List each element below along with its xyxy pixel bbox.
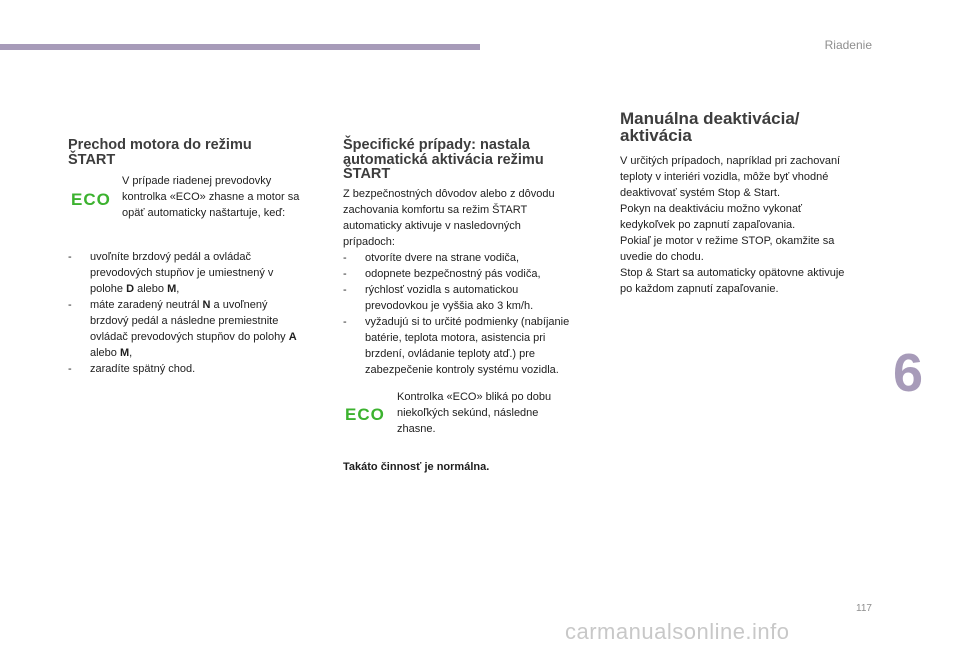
eco-intro: V prípade riadenej prevodovky kontrolka «ECO» zhasne a motor sa opäť automaticky naštartuje, keď:: [122, 175, 300, 219]
eco-blink-text: Kontrolka «ECO» bliká po dobu niekoľkých sekúnd, následne zhasne.: [397, 391, 552, 435]
section-label: Riadenie: [824, 38, 872, 52]
section-title: Prechod motora do režimu ŠTART: [68, 137, 252, 168]
list-item: - máte zaradený neutrál N a uvoľnený brzdový pedál a následne premiestnite ovládač prevodových stupňov do polohy A alebo M,: [68, 299, 297, 359]
list-item: - odopnete bezpečnostný pás vodiča,: [343, 268, 541, 280]
header-accent-bar: [0, 44, 480, 50]
chapter-number: 6: [893, 343, 924, 403]
list-item: - rýchlosť vozidla s automatickou prevodovkou je vyššia ako 3 km/h.: [343, 284, 534, 312]
list-item: - vyžadujú si to určité podmienky (nabíjanie batérie, teplota motora, asistencia pri brzdení, ovládanie teploty atď.) pre zabezpečenie kontroly systému vozidla.: [343, 316, 570, 376]
section-title: Špecifické prípady: nastala automatická aktivácia režimu ŠTART: [343, 137, 544, 182]
manual-paragraph: V určitých prípadoch, napríklad pri zachovaní teploty v interiéri vozidla, môže byť vhodné deaktivovať systém Stop & Start. Pokyn na deaktiváciu možno vykonať kedykoľvek po zapnutí zapaľovania. Pokiaľ je motor v režime STOP, okamžite sa uvedie do chodu. Stop & Start sa automaticky opätovne aktivuje po každom zapnutí zapaľovanie.: [620, 155, 845, 295]
column-manual: [620, 110, 880, 144]
section-title: Manuálna deaktivácia/ aktivácia: [620, 109, 800, 145]
normal-operation-note: Takáto činnosť je normálna.: [343, 461, 490, 473]
special-cases-intro: Z bezpečnostných dôvodov alebo z dôvodu zachovania komfortu sa režim ŠTART automaticky aktivuje v nasledovných prípadoch: - otvoríte dvere na strane vodiča, - odopnete bezpečnostný pás vodiča, - rýchlosť vozidla s automatickou prevodovkou je vyššia ako 3 km/h. - vyžadujú si to určité podmienky (nabíjanie batérie, teplota motora, asistencia pri brzdení, ovládanie teploty atď.) pre zabezpečenie kontroly systému vozidla.: [343, 186, 598, 378]
list-item: - zaradíte spätný chod.: [68, 363, 196, 375]
column-start: [68, 138, 320, 167]
eco-icon: ECO: [345, 405, 385, 424]
start-conditions-list: [68, 249, 324, 377]
page-number: 117: [856, 603, 872, 614]
list-item: - uvoľníte brzdový pedál a ovládač prevodových stupňov je umiestnený v polohe D alebo M,: [68, 251, 274, 295]
watermark: carmanualsonline.info: [565, 619, 790, 644]
column-special-cases: [343, 138, 598, 182]
list-item: - otvoríte dvere na strane vodiča,: [343, 252, 520, 264]
eco-icon: ECO: [71, 190, 111, 209]
